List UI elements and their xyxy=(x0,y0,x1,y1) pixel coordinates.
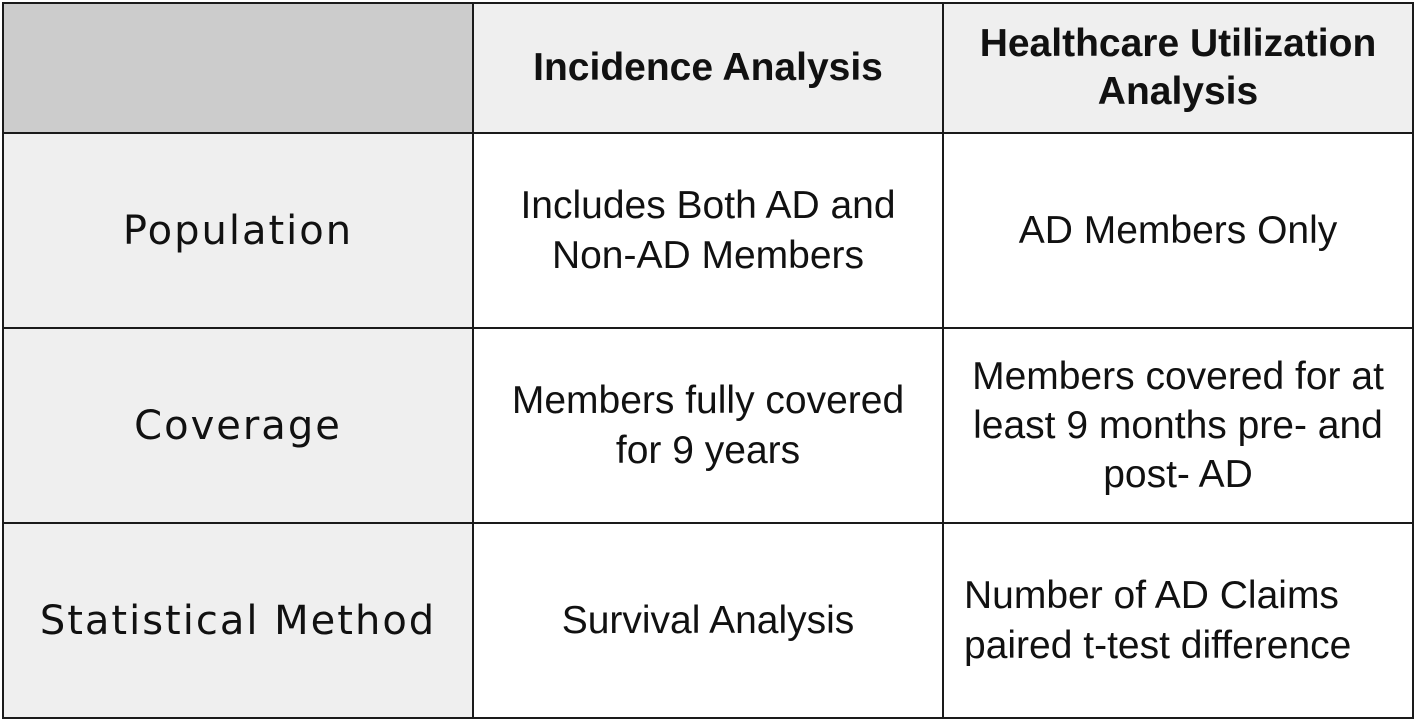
column-header-label: Incidence Analysis xyxy=(533,46,883,90)
table-row-coverage xyxy=(3,328,1413,523)
table-cell xyxy=(943,328,1413,523)
cell-text: Members covered for at least 9 months pre- and post- AD xyxy=(972,354,1384,497)
cell-text: AD Members Only xyxy=(1018,208,1338,252)
row-header-population xyxy=(3,133,473,328)
table-cell xyxy=(473,328,943,523)
table-row-statistical-method xyxy=(3,523,1413,718)
comparison-table xyxy=(2,2,1414,719)
table-corner-cell xyxy=(3,3,473,133)
row-header-statistical-method xyxy=(3,523,473,718)
row-header-label: Coverage xyxy=(134,402,342,449)
cell-text: Number of AD Claims paired t-test difference xyxy=(964,574,1352,667)
column-header-incidence-analysis xyxy=(473,3,943,133)
row-header-coverage xyxy=(3,328,473,523)
row-header-label: Statistical Method xyxy=(39,597,437,644)
comparison-table-container xyxy=(2,2,1412,717)
cell-text: Members fully covered for 9 years xyxy=(511,379,905,472)
table-cell xyxy=(943,523,1413,718)
table-cell xyxy=(943,133,1413,328)
table-cell xyxy=(473,133,943,328)
table-header-row xyxy=(3,3,1413,133)
cell-text: Includes Both AD and Non-AD Members xyxy=(520,184,896,277)
column-header-label: Healthcare Utilization Analysis xyxy=(979,22,1377,113)
row-header-label: Population xyxy=(122,207,354,254)
column-header-healthcare-utilization-analysis xyxy=(943,3,1413,133)
cell-text: Survival Analysis xyxy=(561,598,855,642)
table-cell xyxy=(473,523,943,718)
table-row-population xyxy=(3,133,1413,328)
